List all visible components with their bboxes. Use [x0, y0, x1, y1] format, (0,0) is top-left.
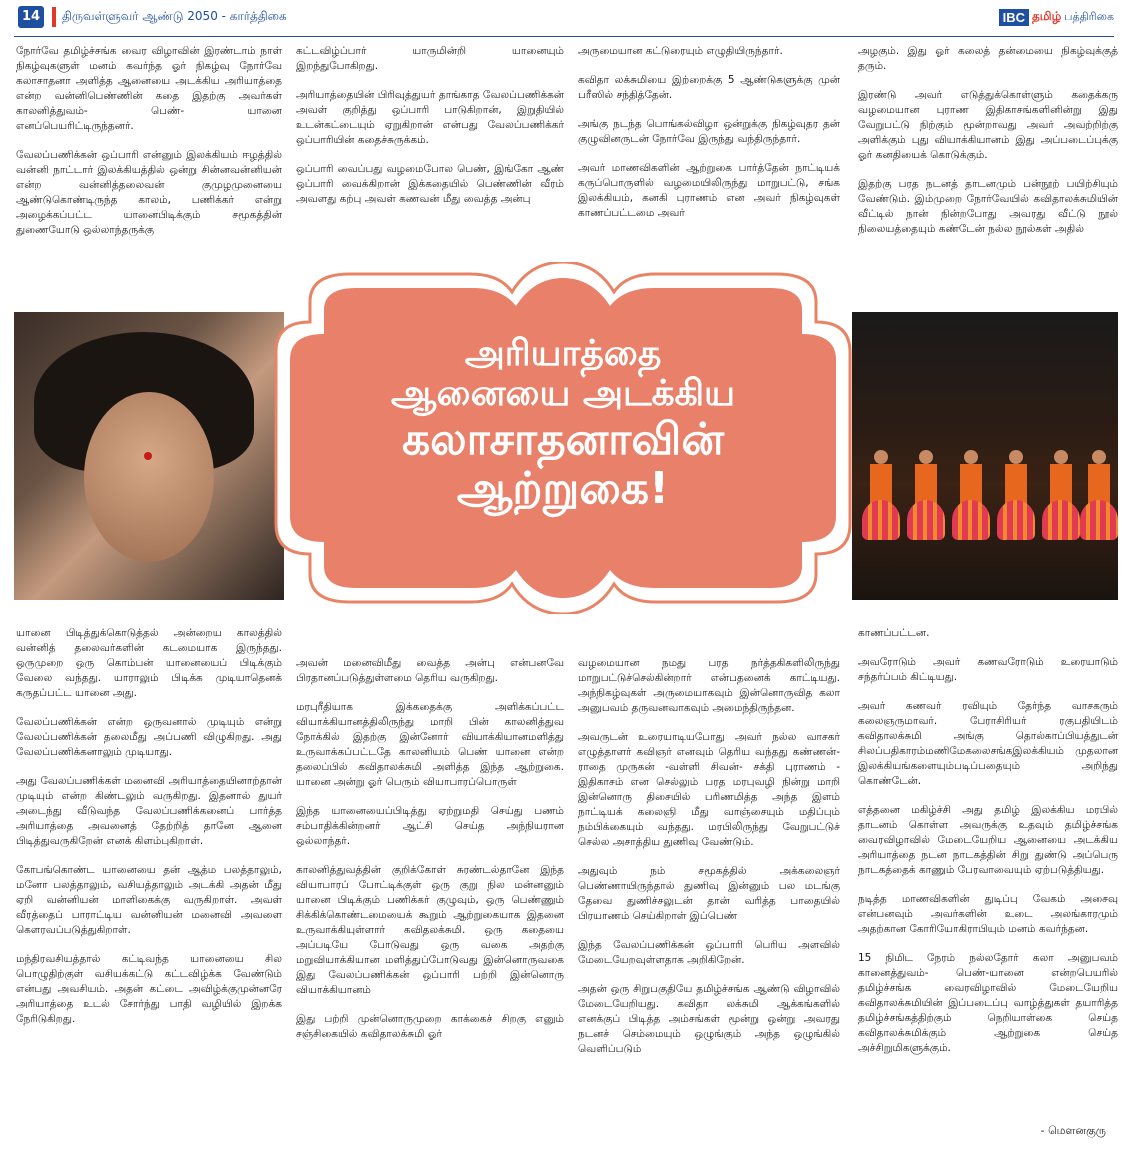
brand-ibc: IBC — [999, 9, 1029, 26]
headline-line-1: அரியாத்தை — [464, 333, 662, 374]
paragraph: அவரோடும் அவர் கணவரோடும் உரையாடும் சந்தர்ப்பம் கிட்டியது. — [858, 656, 1118, 683]
author-credit: - மௌனகுரு — [1040, 1124, 1106, 1137]
paragraph: கோபங்கொண்ட யானையை தன் ஆத்ம பலத்தாலும், மனோ பலத்தாலும், வசியத்தாலும் அடக்கி அதன் மீது ஏறி வன்னியன் மாளிகைக்கு வருகிறாள். அவள் வீரத்தைப் பாராட்டிய வன்னியன் மனைவி அவளை கௌரவப்படுத்துகிறாள். — [16, 864, 282, 936]
paragraph: மந்திரவசியத்தால் கட்டிவந்த யானையை சில பொழுதிற்குள் வசியக்கட்டு கட்டவிழ்க்க வேண்டும் என்பது அவசியம். அதன் கட்டை அவிழ்க்குமுன்னரே அரியாத்தை உடல் சோர்ந்து பாதி வழியில் இறக்க நேரிடுகிறது. — [16, 953, 282, 1025]
dance-performance-photo — [852, 312, 1118, 600]
paragraph: அழகும். இது ஓர் கலைத் தன்மையை நிகழ்வுக்குத் தரும். — [858, 45, 1118, 72]
column-4-bottom — [858, 626, 1118, 1126]
header-divider — [14, 36, 1114, 37]
brand-suffix: பத்திரிகை — [1064, 9, 1114, 23]
paragraph: எத்தனை மகிழ்ச்சி அது தமிழ் இலக்கிய மரபில் தாடனம் கொள்ள அவருக்கு உதவும் தமிழ்ச்சங்க வைரவிழாவில் மேடையேறிய ஆனையை அடக்கிய அரியாத்தை நடன நாடகத்தின் சிறு துண்டு அப்பெரு நாடகத்தைக் காணும் பேரவாவையும் ஏற்படுத்தியது. — [858, 804, 1118, 876]
paragraph: யானை பிடித்துக்கொடுத்தல் அன்றைய காலத்தில் வன்னித் தலைவர்களின் கடமையாக இருந்தது. ஒருமுறை ஒரு கொம்பன் யானையைப் பிடிக்கும் வேலை வந்தது. யாராலும் பிடிக்க முடியாதெனக் கருதப்பட்ட யானை அது. — [16, 627, 282, 699]
paragraph: 15 நிமிட நேரம் நல்லதோர் கலா அனுபவம் கானைத்துவம்- பெண்-யானை என்றபெயரில் தமிழ்ச்சங்க வைரவிழாவில் மேடையேறிய கவிதாலக்சுமியின் இப்படைப்பு வாழ்த்துகள் தயாரித்த தமிழ்ச்சங்கத்திற்கும் நெறியாள்கை செய்த கவிதாலக்சுமிக்கும் ஆற்றுகை செய்த அச்சிறுமிகளுக்கும். — [858, 952, 1118, 1054]
dancer-figure — [1042, 450, 1080, 560]
dancer-figure — [952, 450, 990, 560]
dancer-figure — [997, 450, 1035, 560]
dancer-figure — [1080, 450, 1118, 560]
portrait-photo — [14, 312, 284, 600]
paragraph: மரபுரீதியாக இக்கதைக்கு அளிக்கப்பட்ட வியாக்கியானத்திலிருந்து மாறி பின் காலனித்துவ நோக்கில் இதற்கு இன்னோர் வியாக்கியானமளித்து உருவாக்கப்பட்டதே காலனியம் பெண் யானை என்ற தலைப்பில் கவிதாலக்சுமி அளித்த இந்த ஆற்றுகை. யானை அன்று ஓர் பெரும் வியாபாரப்பொருள் — [296, 701, 564, 788]
column-1-top — [16, 44, 282, 306]
paragraph: இது பற்றி முன்னொருமுறை காக்கைச் சிறகு எனும் சஞ்சிகையில் கவிதாலக்சுமி ஓர் — [296, 1013, 564, 1040]
issue-line: திருவள்ளுவர் ஆண்டு 2050 - கார்த்திகை — [62, 9, 287, 23]
publication-logo — [999, 7, 1114, 27]
paragraph: ஒப்பாரி வைப்பது வழமைபோல பெண், இங்கோ ஆண் ஒப்பாரி வைக்கிறான் இக்கதையில் பெண்ணின் வீரம் அவளது கற்பு அவள் கணவன் மீது வைத்த அன்பு — [296, 163, 564, 205]
paragraph: அவருடன் உரையாடியபோது அவர் நல்ல வாசகர் எழுத்தாளர் கவிஞர் எனவும் தெரிய வந்தது கண்ணன்- ராதை முருகன் -வள்ளி சிவன்- சக்தி புராணம் - இதிகாசம் என செல்லும் பரத மரபுவழி நின்று மாறி இன்னொரு திசையில் பரிணமித்த அந்த இளம் நாட்டியக் கலைஞி மீது வாஞ்சையும் மதிப்பும் நம்பிக்கையும் வந்தது. மரபிலிருந்து வேறுபட்டுச் செல்ல அசாத்திய துணிவு வேண்டும். — [578, 731, 840, 848]
title-banner — [250, 262, 876, 614]
paragraph: வேலப்பணிக்கன் என்ற ஒருவனால் முடியும் என்று வேலப்பணிக்கன் தலைமீது அப்பணி விழுகிறது. அது வேலப்பணிக்கனாலும் முடியாது. — [16, 716, 282, 758]
column-1-bottom — [16, 626, 282, 1142]
paragraph: அது வேலப்பணிக்கள் மனைவி அரியாத்தையினாற்தான் முடியும் என்ற கிண்டலும் வருகிறது. இதனால் துயர் அடைந்து வீடுவந்த வேலப்பணிக்கனைப் பார்த்த அரியாத்தை அவனைத் தேற்றித் தானே ஆனை பிடித்துவருகிறேன் எனக் கிளம்புகிறாள். — [16, 775, 282, 847]
paragraph: காலனித்துவத்தின் குறிக்கோள் சுரண்டல்தானே இந்த வியாபாரப் போட்டிக்குள் ஒரு குறு நில மன்னனும் யானை பிடிக்கும் பணிக்கர் குழுவும், ஒரு பெண்ணும் சிக்கிக்கொண்டமையைக் கூறும் ஆற்றுகையாக இதனை உருவாக்கியுள்ளார் கவிதலக்சுமி. ஒரு கதையை அப்படியே போடுவது ஒரு வகை அதற்கு மறுவியாக்கியான மளித்துப்போடுவது இன்னொருவகை இது வேலப்பணிக்கன் ஒப்பாரி பற்றி இன்னொரு வியாக்கியானம் — [296, 864, 564, 996]
column-2-bottom — [296, 656, 564, 1142]
headline-line-2: ஆனையை அடக்கிய — [390, 373, 736, 415]
paragraph: அருமையான கட்டுரையும் எழுதியிருந்தார். — [578, 45, 783, 57]
paragraph: கட்டவிழ்ப்பார் யாருமின்றி யானையும் இறந்துபோகிறது. — [296, 45, 564, 72]
paragraph: அதன் ஒரு சிறுபகுதியே தமிழ்ச்சங்க ஆண்டு விழாவில் மேடையேறியது. கவிதா லக்சுமி ஆக்கங்களில் எனக்குப் பிடித்த அம்சங்கள் மூன்று ஒன்று அவரது நடனச் செம்மையும் ஒழுங்கும் அந்த ஒழுங்கில் வெளிப்படும் — [578, 983, 840, 1055]
paragraph: வேலப்பணிக்கன் ஒப்பாரி என்னும் இலக்கியம் ஈழத்தில் வன்னி நாட்டார் இலக்கியத்தில் ஒன்று சின்னவன்னியன் என்ற வன்னித்தலைவன் குமுழமுனையை ஆண்டுகொண்டிருந்த காலம், பணிக்கர் என்று அழைக்கப்பட்ட யானைபிடிக்கும் சமூகத்தின் துணையோடு ஒல்லாந்தருக்கு — [16, 149, 282, 236]
headline — [250, 334, 876, 513]
paragraph: அதுவும் நம் சமூகத்தில் அக்கலைஞர் பெண்ணாயிருந்தால் துணிவு இன்னும் பல மடங்கு தேவை துணிச்சலுடன் தான் வரித்த பாதையில் பிரயாணம் செய்கிறாள் இப்பெண் — [578, 865, 840, 922]
paragraph: அரியாத்தையின் பிரிவுத்துயர் தாங்காத வேலப்பணிக்கன் அவள் குறித்து ஒப்பாரி பாடுகிறான், இறுதியில் உடன்கட்டையும் ஏறுகிறான் என்பது வேலப்பணிக்கர் ஒப்பாரியின் கதைச்சுருக்கம். — [296, 89, 564, 146]
paragraph: இந்த வேலப்பணிக்கன் ஒப்பாரி பெரிய அளவில் மேடையேறவுள்ளதாக அறிகிறேன். — [578, 939, 840, 966]
paragraph: அவன் மனைவிமீது வைத்த அன்பு என்பனவே பிரதானப்படுத்துள்ளமை தெரிய வருகிறது. — [296, 657, 564, 684]
paragraph: நோர்வே தமிழ்ச்சங்க வைர விழாவின் இரண்டாம் நாள் நிகழ்வுகளுள் மனம் கவர்ந்த ஓர் நிகழ்வு நோர்வே கலாசாதனா அளித்த ஆனையை அடக்கிய அரியாத்தை என்ற வன்னிபெண்ணின் கதை இதற்கு அவர்கள் காலனித்துவம்- பெண்- யானை எனப்பெயரிட்டிருந்தனர். — [16, 45, 282, 132]
paragraph: காணப்பட்டன. — [858, 627, 930, 639]
headline-line-3: கலாசாதனாவின் — [401, 413, 725, 465]
paragraph: நடித்த மாணவிகளின் துடிப்பு வேகம் அசைவு என்பனவும் அவர்களின் உடை அலங்காரமும் அதற்கான கோரியோகிராபியும் மனம் கவர்ந்தன. — [858, 893, 1118, 935]
header-accent-bar — [52, 7, 56, 27]
paragraph: வழமையான நமது பரத நர்த்தகிகளிலிருந்து மாறுபட்டுச்செல்கின்றார் என்பதனைக் காட்டியது. அந்நிகழ்வுகள் அருமையாகவும் இன்னொருவித கலா அனுபவம் தருவனவாகவும் அமைந்திருந்தன. — [578, 657, 840, 714]
column-3-bottom — [578, 656, 840, 1142]
paragraph: இரண்டு அவர் எடுத்துக்கொள்ளும் கதைக்கரு வழமையான புராண இதிகாசங்களினின்று இது வேறுபட்டு நிற்கும் மூன்றாவது அவர் அவற்றிற்கு அளிக்கும் புது வியாக்கியானம் இது அப்படைப்புக்கு ஓர் கனதியைக் கொடுக்கும். — [858, 89, 1118, 161]
paragraph: கவிதா லக்சுமியை இற்றைக்கு 5 ஆண்டுகளுக்கு முன் பரீஸில் சந்தித்தேன். — [578, 74, 840, 101]
dancer-figure — [907, 450, 945, 560]
paragraph: அங்கு நடந்த பொங்கல்விழா ஒன்றுக்கு நிகழ்வுதர தன் குழுவினருடன் நோர்வே இருந்து வந்திருந்தார். — [578, 118, 840, 145]
paragraph: அவர் கணவர் ரவியும் தேர்ந்த வாசகரும் கலைஞருமாவர். பேராசிரியர் ரகுபதியிடம் கவிதாலக்சுமி அங்கு தொல்காப்பியத்துடன் சிலப்பதிகாரம்மணிமேகலைசங்கஇலக்கியம் முதலான இலக்கியங்களையும்படிப்பதையும் அறிந்து கொண்டேன். — [858, 700, 1118, 787]
paragraph: அவர் மாணவிகளின் ஆற்றுகை பார்த்தேன் நாட்டியக் கருப்பொருளில் வழமையிலிருந்து மாறுபட்டு, சங்க இலக்கியம், கனகி புராணம் என அவர் நிகழ்வுகள் காணப்பட்டமை அவர் — [578, 162, 840, 219]
paragraph: இதற்கு பரத நடனத் தாடனமும் பன்நூற் பயிற்சியும் வேண்டும். இம்முறை நோர்வேயில் கவிதாலக்சுமியின் வீட்டில் நான் நின்றபோது அவரது வீட்டு நூல் நிலையத்தையும் கண்டேன் நல்ல நூல்கள் அதில் — [858, 178, 1118, 235]
page-number: 14 — [18, 6, 44, 28]
headline-line-4: ஆற்றுகை! — [456, 462, 670, 514]
column-4-top — [858, 44, 1118, 306]
brand-tamil: தமிழ் — [1031, 9, 1062, 23]
page-header — [0, 0, 1128, 34]
paragraph: இந்த யானையைப்பிடித்து ஏற்றுமதி செய்து பணம் சம்பாதிக்கின்றனர் ஆட்சி செய்த அந்நியரான ஒல்லாந்தர். — [296, 805, 564, 847]
